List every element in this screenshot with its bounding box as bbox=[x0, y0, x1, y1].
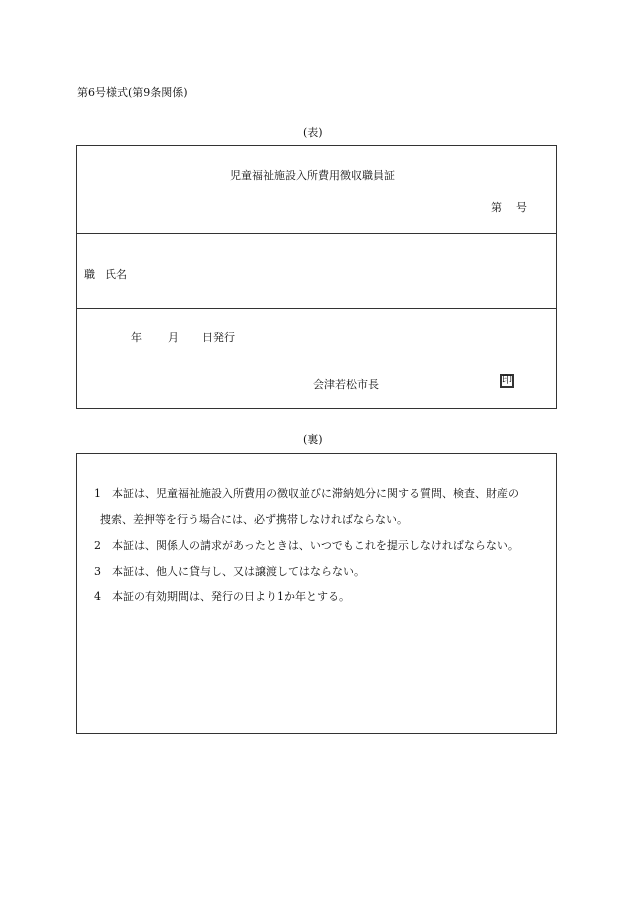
issuer-name: 会津若松市長 bbox=[313, 378, 379, 391]
back-item-4-line-1: 本証の有効期間は、発行の日より1か年とする。 bbox=[112, 590, 350, 603]
back-label: (裏) bbox=[303, 433, 323, 446]
back-item-1-line-1: 本証は、児童福祉施設入所費用の徴収並びに滞納処分に関する質問、検査、財産の bbox=[112, 487, 519, 500]
front-card bbox=[76, 145, 557, 409]
front-divider-1 bbox=[76, 233, 557, 234]
name-label: 氏名 bbox=[105, 268, 127, 281]
back-item-3 bbox=[94, 563, 365, 579]
number-dai: 第 bbox=[491, 201, 502, 214]
back-item-4-number: 4 bbox=[94, 590, 101, 603]
back-item-3-number: 3 bbox=[94, 565, 101, 578]
back-item-1-line-2: 捜索、差押等を行う場合には、必ず携帯しなければならない。 bbox=[100, 513, 408, 526]
back-item-1-continued bbox=[100, 511, 408, 527]
front-divider-2 bbox=[76, 308, 557, 309]
back-item-3-line-1: 本証は、他人に貸与し、又は譲渡してはならない。 bbox=[112, 565, 365, 578]
issue-year: 年 bbox=[131, 331, 142, 344]
card-title: 児童福祉施設入所費用徴収職員証 bbox=[230, 169, 395, 182]
back-item-2 bbox=[94, 537, 519, 553]
number-go: 号 bbox=[516, 201, 527, 214]
issue-month: 月 bbox=[168, 331, 179, 344]
back-item-4 bbox=[94, 588, 350, 604]
back-item-1 bbox=[94, 485, 519, 501]
seal-mark: 印 bbox=[502, 375, 512, 386]
form-header: 第6号様式(第9条関係) bbox=[77, 86, 188, 99]
front-label: (表) bbox=[303, 126, 323, 139]
back-item-1-number: 1 bbox=[94, 487, 101, 500]
position-label: 職 bbox=[84, 268, 95, 281]
back-item-2-number: 2 bbox=[94, 539, 101, 552]
back-item-2-line-1: 本証は、関係人の請求があったときは、いつでもこれを提示しなければならない。 bbox=[112, 539, 519, 552]
issue-day: 日発行 bbox=[202, 331, 235, 344]
